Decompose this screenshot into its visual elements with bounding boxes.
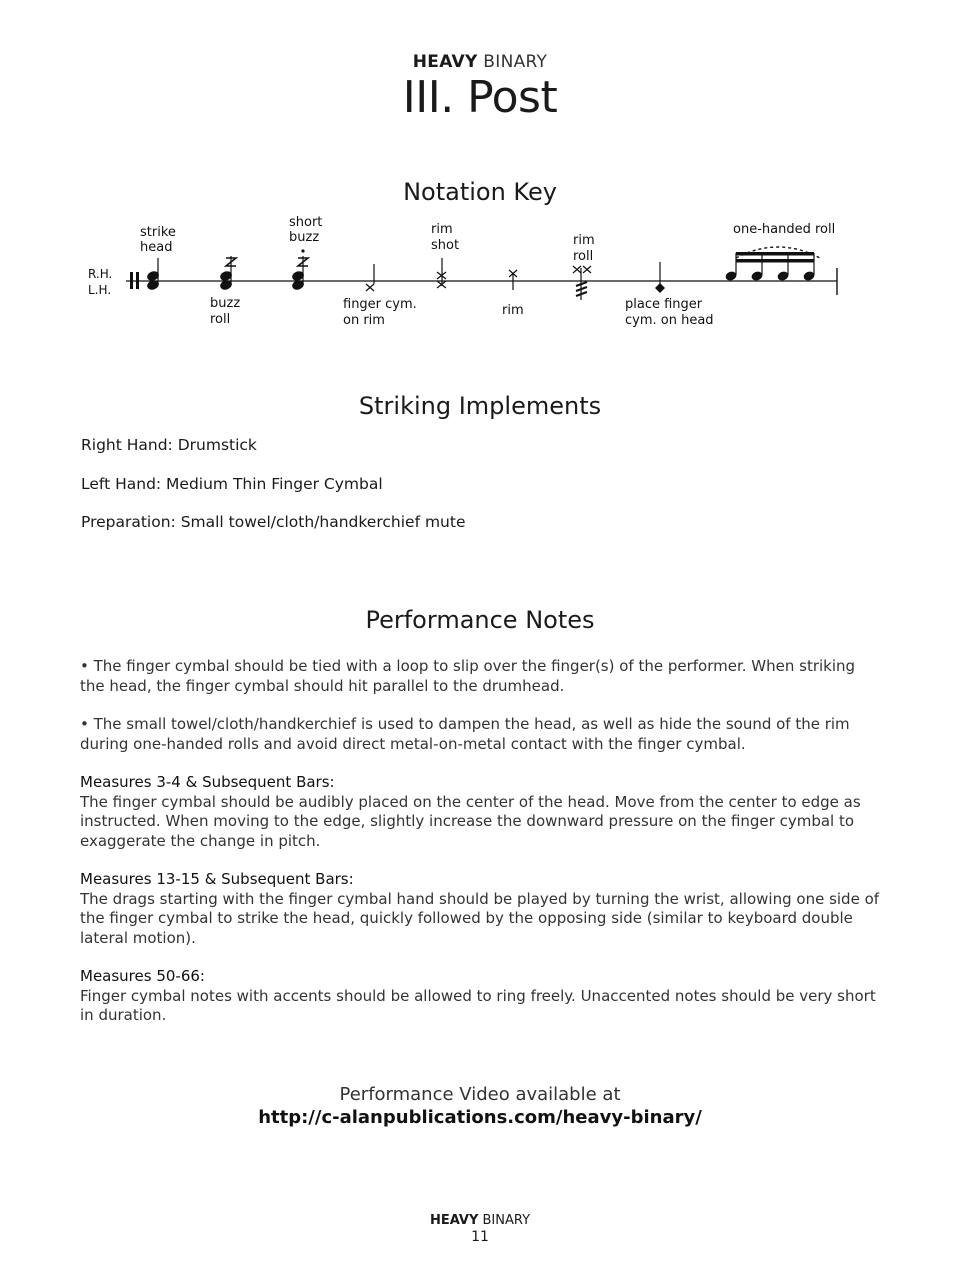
place-finger-cym-label: cym. on head: [625, 313, 714, 328]
series-title-bold: HEAVY: [412, 52, 478, 72]
strike-head-label: strike: [140, 225, 176, 240]
place-finger-cym-symbol: [655, 262, 665, 293]
notation-key-heading: Notation Key: [403, 178, 557, 206]
short-buzz-symbol: [291, 249, 308, 291]
finger-cym-on-rim-label: on rim: [343, 313, 385, 328]
page-title: III. Post: [402, 72, 558, 123]
buzz-roll-label: buzz: [210, 296, 241, 311]
series-title-light: BINARY: [483, 52, 548, 72]
strike-head-label: head: [140, 240, 173, 255]
place-finger-cym-label: place finger: [625, 297, 703, 312]
note-bullet: • The small towel/cloth/handkerchief is used to dampen the head, as well as hide the sound of the rim during one-handed rolls and avoid direct metal-on-metal contact with the finger cymbal.: [80, 715, 850, 753]
footer-series: [0, 1212, 960, 1229]
rim-roll-label: roll: [573, 249, 594, 264]
notation-key-staff: [0, 205, 960, 335]
rim-roll-label: rim: [573, 233, 595, 248]
footer-series-bold: HEAVY: [429, 1213, 479, 1228]
finger-cym-on-rim-label: finger cym.: [343, 297, 417, 312]
implement-right-hand: Right Hand: Drumstick: [81, 436, 257, 454]
rim-shot-label: rim: [431, 222, 453, 237]
implement-left-hand: Left Hand: Medium Thin Finger Cymbal: [81, 475, 383, 493]
performance-notes-body: [80, 657, 880, 1045]
note-bullet: • The finger cymbal should be tied with a loop to slip over the finger(s) of the performer. When striking the head, the finger cymbal should hit parallel to the drumhead.: [80, 657, 856, 695]
rim-roll-symbol: [573, 266, 591, 300]
buzz-roll-label: roll: [210, 312, 231, 327]
implement-preparation: Preparation: Small towel/cloth/handkerchief mute: [81, 513, 466, 531]
video-url-link[interactable]: http://c-alanpublications.com/heavy-binary/: [258, 1107, 702, 1128]
percussion-clef: [130, 272, 133, 289]
note-section: [80, 870, 880, 948]
note-section-heading: Measures 3-4 & Subsequent Bars:: [80, 773, 335, 791]
note-section-heading: Measures 50-66:: [80, 967, 205, 985]
strike-head-symbol: [146, 258, 160, 291]
one-handed-roll-label: one-handed roll: [733, 222, 836, 237]
short-buzz-label: buzz: [289, 230, 320, 245]
note-section: [80, 967, 880, 1026]
note-section-text: The finger cymbal should be audibly placed on the center of the head. Move from the center to edge as instructed. When moving to the edge, slightly increase the downward pressure on the finger cymbal to exaggerate the change in pitch.: [80, 792, 861, 850]
staff-label-lh: L.H.: [88, 283, 112, 297]
page-number: 11: [471, 1229, 489, 1245]
footer-series-light: BINARY: [482, 1213, 531, 1228]
one-handed-roll-symbol: [724, 247, 820, 282]
finger-cym-on-rim-symbol: [366, 264, 374, 291]
staff-label-rh: R.H.: [88, 267, 113, 281]
buzz-roll-symbol: [219, 256, 236, 291]
rim-symbol: [509, 270, 517, 290]
video-line: Performance Video available at: [339, 1084, 621, 1105]
note-section-heading: Measures 13-15 & Subsequent Bars:: [80, 870, 354, 888]
performance-notes-heading: Performance Notes: [365, 606, 595, 634]
rim-shot-label: shot: [431, 238, 460, 253]
rim-label: rim: [502, 303, 524, 318]
note-section-text: The drags starting with the finger cymbal hand should be played by turning the wrist, allowing one side of the finger cymbal to strike the head, quickly followed by the opposing side (similar to keyboard double lateral motion).: [80, 889, 880, 947]
page-footer: [0, 1212, 960, 1246]
series-title: [0, 52, 960, 72]
short-buzz-label: short: [289, 215, 323, 230]
video-info: [0, 1083, 960, 1129]
note-section: [80, 773, 880, 851]
striking-implements-heading: Striking Implements: [358, 392, 602, 420]
rim-shot-symbol: [437, 258, 446, 288]
note-section-text: Finger cymbal notes with accents should be allowed to ring freely. Unaccented notes should be very short in duration.: [80, 986, 876, 1024]
